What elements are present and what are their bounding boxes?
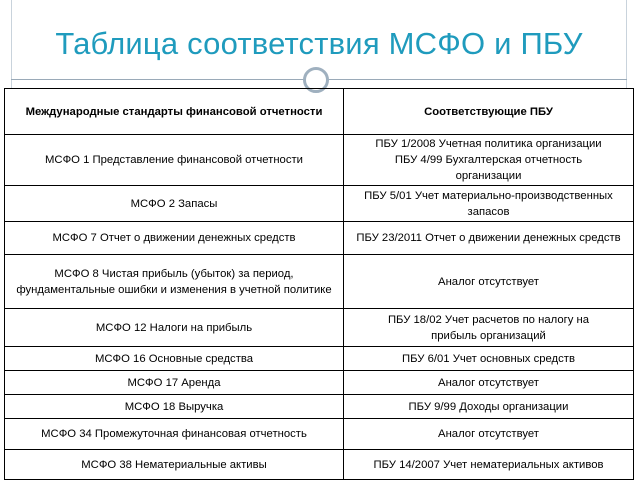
table-row xyxy=(5,395,634,419)
pbu-cell: ПБУ 1/2008 Учетная политика организации ПБУ 4/99 Бухгалтерская отчетность организации xyxy=(344,135,634,186)
pbu-cell: ПБУ 14/2007 Учет нематериальных активов xyxy=(344,450,634,480)
ifrs-cell: МСФО 1 Представление финансовой отчетности xyxy=(5,135,344,186)
table-row xyxy=(5,135,634,186)
table-header-row xyxy=(5,89,634,135)
table-row xyxy=(5,186,634,222)
pbu-cell: Аналог отсутствует xyxy=(344,255,634,309)
table-row xyxy=(5,450,634,480)
header-pbu-label: Соответствующие ПБУ xyxy=(424,105,553,118)
pbu-cell: ПБУ 6/01 Учет основных средств xyxy=(344,347,634,371)
pbu-cell: Аналог отсутствует xyxy=(344,371,634,395)
slide-title: Таблица соответствия МСФО и ПБУ xyxy=(55,26,583,61)
ifrs-cell: МСФО 7 Отчет о движении денежных средств xyxy=(5,222,344,255)
table-row xyxy=(5,347,634,371)
ifrs-cell: МСФО 38 Нематериальные активы xyxy=(5,450,344,480)
table-row xyxy=(5,255,634,309)
ifrs-cell: МСФО 8 Чистая прибыль (убыток) за период, фундаментальные ошибки и изменения в учетной политике xyxy=(5,255,344,309)
ifrs-cell: МСФО 16 Основные средства xyxy=(5,347,344,371)
table-row xyxy=(5,371,634,395)
header-ifrs-label: Международные стандарты финансовой отчетности xyxy=(25,105,323,118)
pbu-cell: ПБУ 18/02 Учет расчетов по налогу на прибыль организаций xyxy=(344,309,634,347)
header-pbu xyxy=(344,89,634,135)
ifrs-cell: МСФО 34 Промежуточная финансовая отчетность xyxy=(5,419,344,450)
ifrs-cell: МСФО 2 Запасы xyxy=(5,186,344,222)
pbu-cell: Аналог отсутствует xyxy=(344,419,634,450)
pbu-cell: ПБУ 9/99 Доходы организации xyxy=(344,395,634,419)
table-row xyxy=(5,419,634,450)
ifrs-cell: МСФО 12 Налоги на прибыль xyxy=(5,309,344,347)
pbu-cell: ПБУ 5/01 Учет материально-производственных запасов xyxy=(344,186,634,222)
pbu-cell: ПБУ 23/2011 Отчет о движении денежных средств xyxy=(344,222,634,255)
table-row xyxy=(5,222,634,255)
ifrs-cell: МСФО 17 Аренда xyxy=(5,371,344,395)
header-ifrs xyxy=(5,89,344,135)
ifrs-cell: МСФО 18 Выручка xyxy=(5,395,344,419)
correspondence-table xyxy=(4,88,634,480)
table-row xyxy=(5,309,634,347)
